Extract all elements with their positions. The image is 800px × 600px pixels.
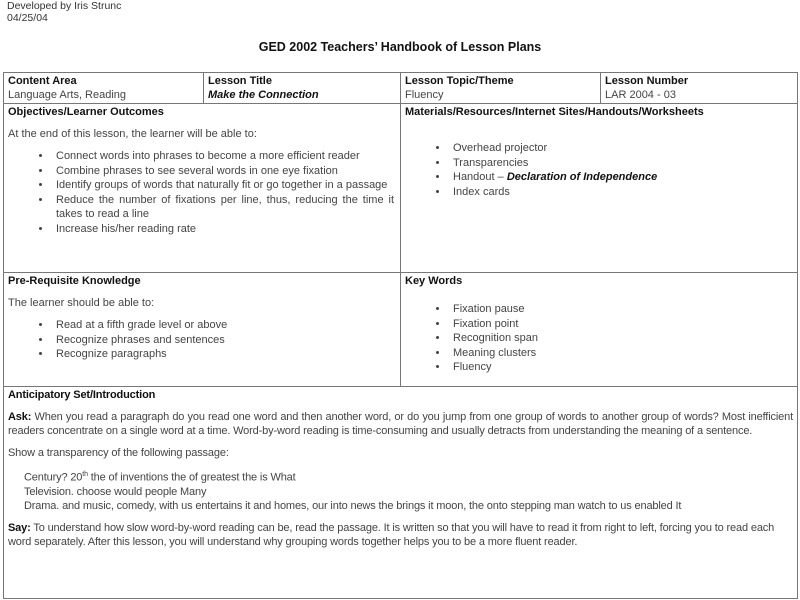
anticipatory-cell	[4, 387, 798, 599]
lesson-topic-value: Fluency	[405, 89, 444, 101]
passage-text: Century? 20	[24, 471, 83, 484]
say-text: To understand how slow word-by-word reading can be, read the passage. It is written so that you will have to read it from right to left, forcing you to read each word separately. After this lesson, you will understand why grouping words together helps you to be a more fluent reader.	[8, 521, 775, 548]
objectives-heading: Objectives/Learner Outcomes	[8, 106, 164, 118]
keywords-cell	[401, 273, 798, 387]
objectives-intro: At the end of this lesson, the learner will be able to:	[8, 128, 257, 140]
lesson-title-value: Make the Connection	[208, 89, 319, 101]
materials-cell	[401, 104, 798, 273]
list-item: • Recognize phrases and sentences	[52, 333, 396, 348]
objectives-cell	[4, 104, 401, 273]
lesson-topic-cell	[401, 73, 601, 104]
list-item: • Read at a fifth grade level or above	[52, 318, 396, 333]
list-item: • Fixation pause	[449, 302, 793, 317]
content-area-cell	[4, 73, 204, 104]
superscript: th	[82, 471, 88, 478]
show-instruction: Show a transparency of the following passage:	[8, 447, 229, 459]
list-item: • Fixation point	[449, 317, 793, 332]
date: 04/25/04	[7, 12, 48, 24]
list-item: • Fluency	[449, 360, 793, 375]
list-item: • Identify groups of words that naturally fit or go together in a passage	[52, 178, 394, 193]
ask-text: When you read a paragraph do you read one word and then another word, or do you jump from one group of words to another group of words? Most inefficient readers concentrate on a single word at a time. Word-by-word reading is time-consuming and usually detracts from understanding the meaning of a sentence.	[8, 411, 793, 437]
lesson-number-value: LAR 2004 - 03	[605, 89, 676, 101]
handout-label: Handout –	[453, 171, 507, 183]
list-item: • Combine phrases to see several words in one eye fixation	[52, 164, 394, 179]
prereq-intro: The learner should be able to:	[8, 297, 155, 309]
document-header	[7, 0, 121, 24]
passage-line: Drama. and music, comedy, with us entertains it and homes, our into news the brings it moon, the onto stepping man watch to us enabled It	[24, 499, 682, 512]
lesson-title-label: Lesson Title	[208, 75, 272, 87]
lesson-number-cell	[601, 73, 798, 104]
document-title: GED 2002 Teachers’ Handbook of Lesson Plans	[258, 40, 542, 54]
objectives-list	[52, 149, 394, 236]
prereq-heading: Pre-Requisite Knowledge	[8, 275, 141, 287]
list-item: • Connect words into phrases to become a more efficient reader	[52, 149, 394, 164]
passage-text: the of inventions the of greatest the is What	[87, 471, 296, 484]
list-item: • Meaning clusters	[449, 346, 793, 361]
keywords-list	[449, 302, 793, 375]
content-area-value: Language Arts, Reading	[8, 89, 127, 101]
list-item: • Index cards	[449, 185, 793, 200]
list-item: • Recognition span	[449, 331, 793, 346]
materials-list	[449, 141, 793, 199]
passage-line: Television. choose would people Many	[24, 485, 207, 498]
list-item	[449, 170, 793, 185]
passage	[24, 468, 793, 513]
content-area-label: Content Area	[8, 75, 77, 87]
info-row	[4, 73, 798, 104]
developed-by: Developed by Iris Strunc	[7, 0, 122, 12]
lesson-topic-label: Lesson Topic/Theme	[405, 75, 514, 87]
passage-line	[24, 468, 793, 485]
anticipatory-heading: Anticipatory Set/Introduction	[8, 389, 156, 401]
handout-title: Declaration of Independence	[506, 171, 658, 183]
say-label: Say:	[8, 521, 31, 534]
materials-heading: Materials/Resources/Internet Sites/Handouts/Worksheets	[405, 106, 704, 118]
list-item: • Increase his/her reading rate	[52, 222, 394, 237]
list-item: • Recognize paragraphs	[52, 347, 396, 362]
keywords-heading: Key Words	[405, 275, 463, 287]
list-item: • Overhead projector	[449, 141, 793, 156]
prereq-list	[52, 318, 396, 362]
lesson-title-cell	[204, 73, 401, 104]
lesson-plan-table	[3, 72, 798, 599]
prereq-cell	[4, 273, 401, 387]
ask-label: Ask:	[8, 411, 32, 423]
ask-paragraph	[8, 410, 793, 438]
say-paragraph	[8, 521, 793, 549]
lesson-number-label: Lesson Number	[605, 75, 689, 87]
list-item: • Reduce the number of fixations per line, thus, reducing the time it takes to read a line	[52, 193, 394, 222]
list-item: • Transparencies	[449, 156, 793, 171]
